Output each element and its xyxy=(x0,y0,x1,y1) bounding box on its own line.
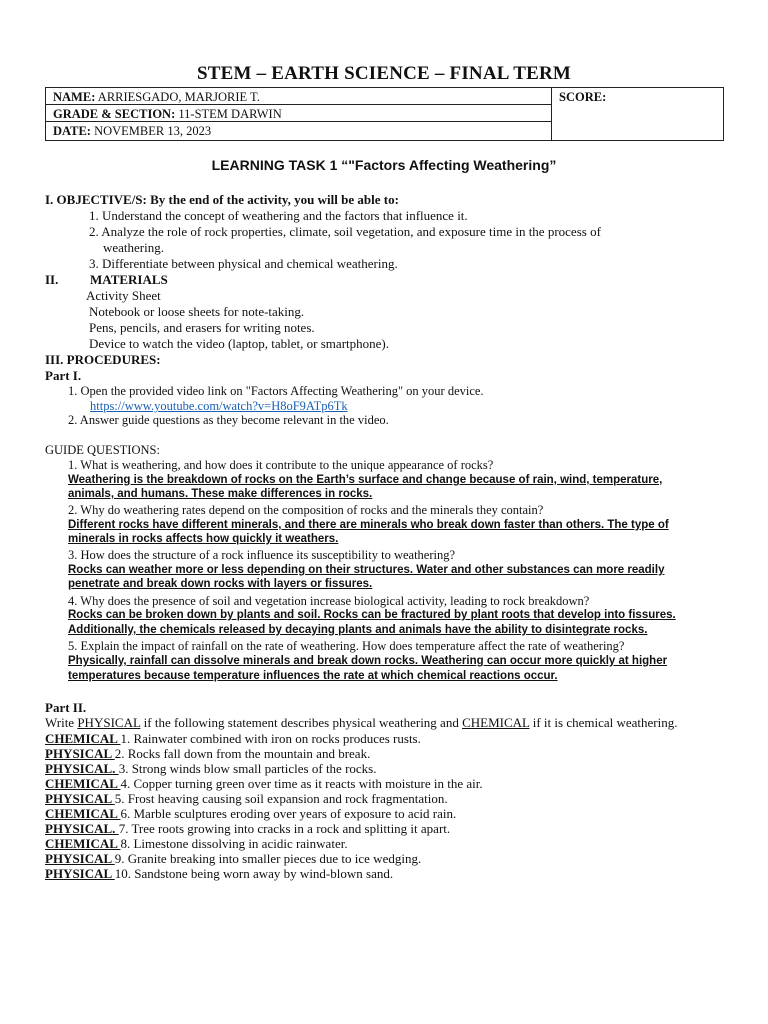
part1-heading: Part I. xyxy=(45,368,82,383)
guide-answer: penetrate and break down rocks with layers or fissures. xyxy=(68,578,373,590)
guide-questions-heading: GUIDE QUESTIONS: xyxy=(45,443,160,457)
objective-item: 2. Analyze the role of rock properties, climate, soil vegetation, and exposure time in the process of xyxy=(89,224,601,239)
date-value: NOVEMBER 13, 2023 xyxy=(90,124,212,138)
objectives-heading: I. OBJECTIVE/S: By the end of the activity, you will be able to: xyxy=(45,192,399,207)
name-value: ARRIESGADO, MARJORIE T. xyxy=(95,90,260,104)
material-item: Notebook or loose sheets for note-taking. xyxy=(89,304,305,319)
procedures-heading: III. PROCEDURES: xyxy=(45,352,161,367)
guide-answer: Physically, rainfall can dissolve minerals and break down rocks. Weathering can occur more quickly at higher xyxy=(68,655,668,667)
material-item: Device to watch the video (laptop, tablet, or smartphone). xyxy=(89,336,389,351)
item-answer: CHEMICAL xyxy=(45,731,121,746)
learning-task-heading: LEARNING TASK 1 “"Factors Affecting Weathering” xyxy=(211,157,557,173)
item-answer: PHYSICAL xyxy=(45,791,115,806)
objective-item: 1. Understand the concept of weathering and the factors that influence it. xyxy=(89,208,468,223)
objective-item: 3. Differentiate between physical and chemical weathering. xyxy=(89,256,398,271)
item-text: 4. Copper turning green over time as it reacts with moisture in the air. xyxy=(120,776,483,791)
guide-answer: temperatures because temperature influences the rate at which chemical reactions occur. xyxy=(68,670,558,682)
guide-question: 2. Why do weathering rates depend on the composition of rocks and the minerals they contain? xyxy=(68,503,544,517)
item-answer: PHYSICAL xyxy=(45,866,115,881)
material-item: Activity Sheet xyxy=(86,288,161,303)
item-text: 1. Rainwater combined with iron on rocks produces rusts. xyxy=(120,731,421,746)
procedure-step: 1. Open the provided video link on "Factors Affecting Weathering" on your device. xyxy=(68,384,484,398)
document-title: STEM – EARTH SCIENCE – FINAL TERM xyxy=(196,63,572,84)
material-item: Pens, pencils, and erasers for writing notes. xyxy=(89,320,315,335)
guide-answer: Different rocks have different minerals, and there are minerals who break down faster than others. The type of xyxy=(68,519,669,531)
objective-item-continued: weathering. xyxy=(103,240,165,255)
item-text: 3. Strong winds blow small particles of the rocks. xyxy=(118,761,377,776)
guide-answer: animals, and humans. These make differences in rocks. xyxy=(68,488,373,500)
part2-item xyxy=(45,806,456,822)
student-info-table xyxy=(45,87,724,141)
instr-text: if it is chemical weathering. xyxy=(529,715,678,730)
item-answer: PHYSICAL xyxy=(45,746,115,761)
grade-value: 11-STEM DARWIN xyxy=(175,107,282,121)
guide-question: 1. What is weathering, and how does it contribute to the unique appearance of rocks? xyxy=(68,458,494,472)
guide-answer: Weathering is the breakdown of rocks on the Earth’s surface and change because of rain, wind, temperature, xyxy=(68,474,663,486)
part2-item xyxy=(45,746,370,762)
grade-label: GRADE & SECTION: xyxy=(53,107,176,121)
guide-answer: Rocks can weather more or less depending on their structures. Water and other substances can more readily xyxy=(68,564,665,576)
item-text: 7. Tree roots growing into cracks in a rock and splitting it apart. xyxy=(118,821,451,836)
guide-question: 5. Explain the impact of rainfall on the rate of weathering. How does temperature affect the rate of weathering? xyxy=(68,639,625,653)
item-text: 6. Marble sculptures eroding over years of exposure to acid rain. xyxy=(120,806,457,821)
part2-instructions xyxy=(45,715,678,731)
part2-item xyxy=(45,836,348,852)
date-row xyxy=(46,123,551,139)
item-text: 8. Limestone dissolving in acidic rainwater. xyxy=(120,836,348,851)
part2-item xyxy=(45,761,377,777)
part2-item xyxy=(45,791,448,807)
name-row xyxy=(46,89,551,105)
materials-heading: MATERIALS xyxy=(90,272,168,287)
part2-item xyxy=(45,821,450,837)
item-answer: PHYSICAL. xyxy=(45,761,119,776)
date-label: DATE: xyxy=(53,124,91,138)
instr-text: Write xyxy=(45,715,78,730)
item-text: 5. Frost heaving causing soil expansion and rock fragmentation. xyxy=(114,791,448,806)
name-label: NAME: xyxy=(53,90,96,104)
item-text: 10. Sandstone being worn away by wind-blown sand. xyxy=(114,866,394,881)
procedure-step: 2. Answer guide questions as they become relevant in the video. xyxy=(68,413,389,427)
item-answer: PHYSICAL xyxy=(45,851,115,866)
item-text: 2. Rocks fall down from the mountain and break. xyxy=(114,746,371,761)
item-text: 9. Granite breaking into smaller pieces due to ice wedging. xyxy=(114,851,422,866)
part2-item xyxy=(45,776,483,792)
grade-row xyxy=(46,106,551,122)
video-link[interactable]: https://www.youtube.com/watch?v=H8oF9ATp6Tk xyxy=(90,399,348,413)
part2-item xyxy=(45,851,421,867)
guide-answer: Rocks can be broken down by plants and soil. Rocks can be fractured by plant roots that develop into fissures. xyxy=(68,609,676,621)
guide-question: 4. Why does the presence of soil and vegetation increase biological activity, leading to rock breakdown? xyxy=(68,594,590,608)
materials-number: II. xyxy=(45,272,59,287)
guide-answer: Additionally, the chemicals released by decaying plants and animals have the ability to disintegrate rocks. xyxy=(68,624,648,636)
part2-heading: Part II. xyxy=(45,700,87,715)
item-answer: CHEMICAL xyxy=(45,806,121,821)
guide-question: 3. How does the structure of a rock influence its susceptibility to weathering? xyxy=(68,548,456,562)
instr-chemical: CHEMICAL xyxy=(462,715,530,730)
item-answer: PHYSICAL. xyxy=(45,821,119,836)
table-divider xyxy=(551,88,552,140)
instr-physical: PHYSICAL xyxy=(77,715,141,730)
item-answer: CHEMICAL xyxy=(45,836,121,851)
part2-item xyxy=(45,866,393,882)
score-label: SCORE: xyxy=(559,90,607,104)
item-answer: CHEMICAL xyxy=(45,776,121,791)
instr-text: if the following statement describes physical weathering and xyxy=(140,715,463,730)
part2-item xyxy=(45,731,421,747)
guide-answer: minerals in rocks affects how quickly it weathers. xyxy=(68,533,339,545)
